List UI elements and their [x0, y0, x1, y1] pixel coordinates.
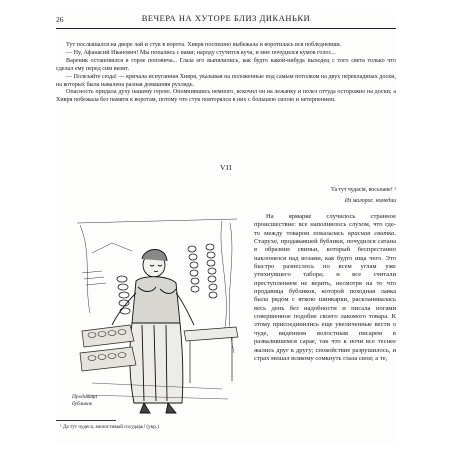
running-title: ВЕЧЕРА НА ХУТОРЕ БЛИЗ ДИКАНЬКИ — [141, 14, 311, 23]
chapter-text-column — [254, 213, 396, 363]
chapter-number: VII — [219, 163, 233, 172]
epigraph — [236, 185, 396, 207]
top-text-block — [56, 42, 396, 105]
epigraph-line: Та тут чудасія, восьпане! ¹ — [331, 187, 396, 193]
text-run: . Старуxе, продававшей бублики, почудился сатана в образине свиньи, который беспрестанно наклонялся над возами, как будто ища чего. Это быстро разнеслось по всем углам уже утихнувшего табора; и все считали преступлением не верить, несмотря на то что продавица бубликов, которой походная лавка была рядом с яткою шинкарки, раскланивалась весь день без надобности и писала ногами совершенное подобие своего лакомого товара. К этому присоединились еще увеличенные вести о чуде, виденном волостным писарем в развалившемся сарае, так что к ночи все теснее жались друг к другу; спокойствие разрушилось, и страх мешал всякому сомкнуть глаза свои; а те, — [254, 229, 396, 362]
footnote-rule — [56, 420, 116, 421]
bublik-seller-illustration — [72, 213, 242, 418]
epigraph-source: Из малорос. комедии — [344, 198, 396, 204]
text-run: На ярмарке случилось странное происшествие: все наполнилось слухом, что где-то между товаром показалась — [254, 213, 396, 237]
caption-line: бубликов — [72, 401, 93, 407]
paragraph: Опасность придала духу нашему герою. Опомнившись немного, вскочил он на лежанку и полез оттуда осторожно на доски; а Хивря побежала без памяти к воротам, потому что стук повторялся в них с большею силою и нетерпением. — [56, 89, 396, 104]
emphasis-text: красная свитка — [347, 229, 395, 237]
page-number: 26 — [56, 15, 64, 24]
caption-line: Продавица — [72, 394, 98, 400]
paragraph: Тут послышался на дворе лай и стук в ворота. Хивря поспешно выбежала и воротилась вся побледневши. — [66, 42, 342, 48]
page-header — [56, 14, 396, 29]
illustration-caption — [72, 394, 97, 408]
book-page — [56, 14, 396, 444]
paragraph: — Ну, Афанасий Иванович! Мы попались с вами; народу стучится куча, и мне почудился кумов голос... — [66, 49, 336, 56]
paragraph — [254, 213, 396, 363]
paragraph: Вареник остановился в горле поповича... Глаза его выпялились, как будто какой-нибудь выходец с того света только что сделал ему перед сим визит. — [56, 57, 396, 72]
footnote: ¹ Да тут чудеса, милостивый государь! (укр.) — [60, 424, 159, 430]
paragraph: — Полезайте сюда! — кричала испуганная Хивря, указывая на положенные под самым потолком на двух перекладинах доски, на которых была навалена разная домашняя рухлядь. — [56, 73, 396, 88]
